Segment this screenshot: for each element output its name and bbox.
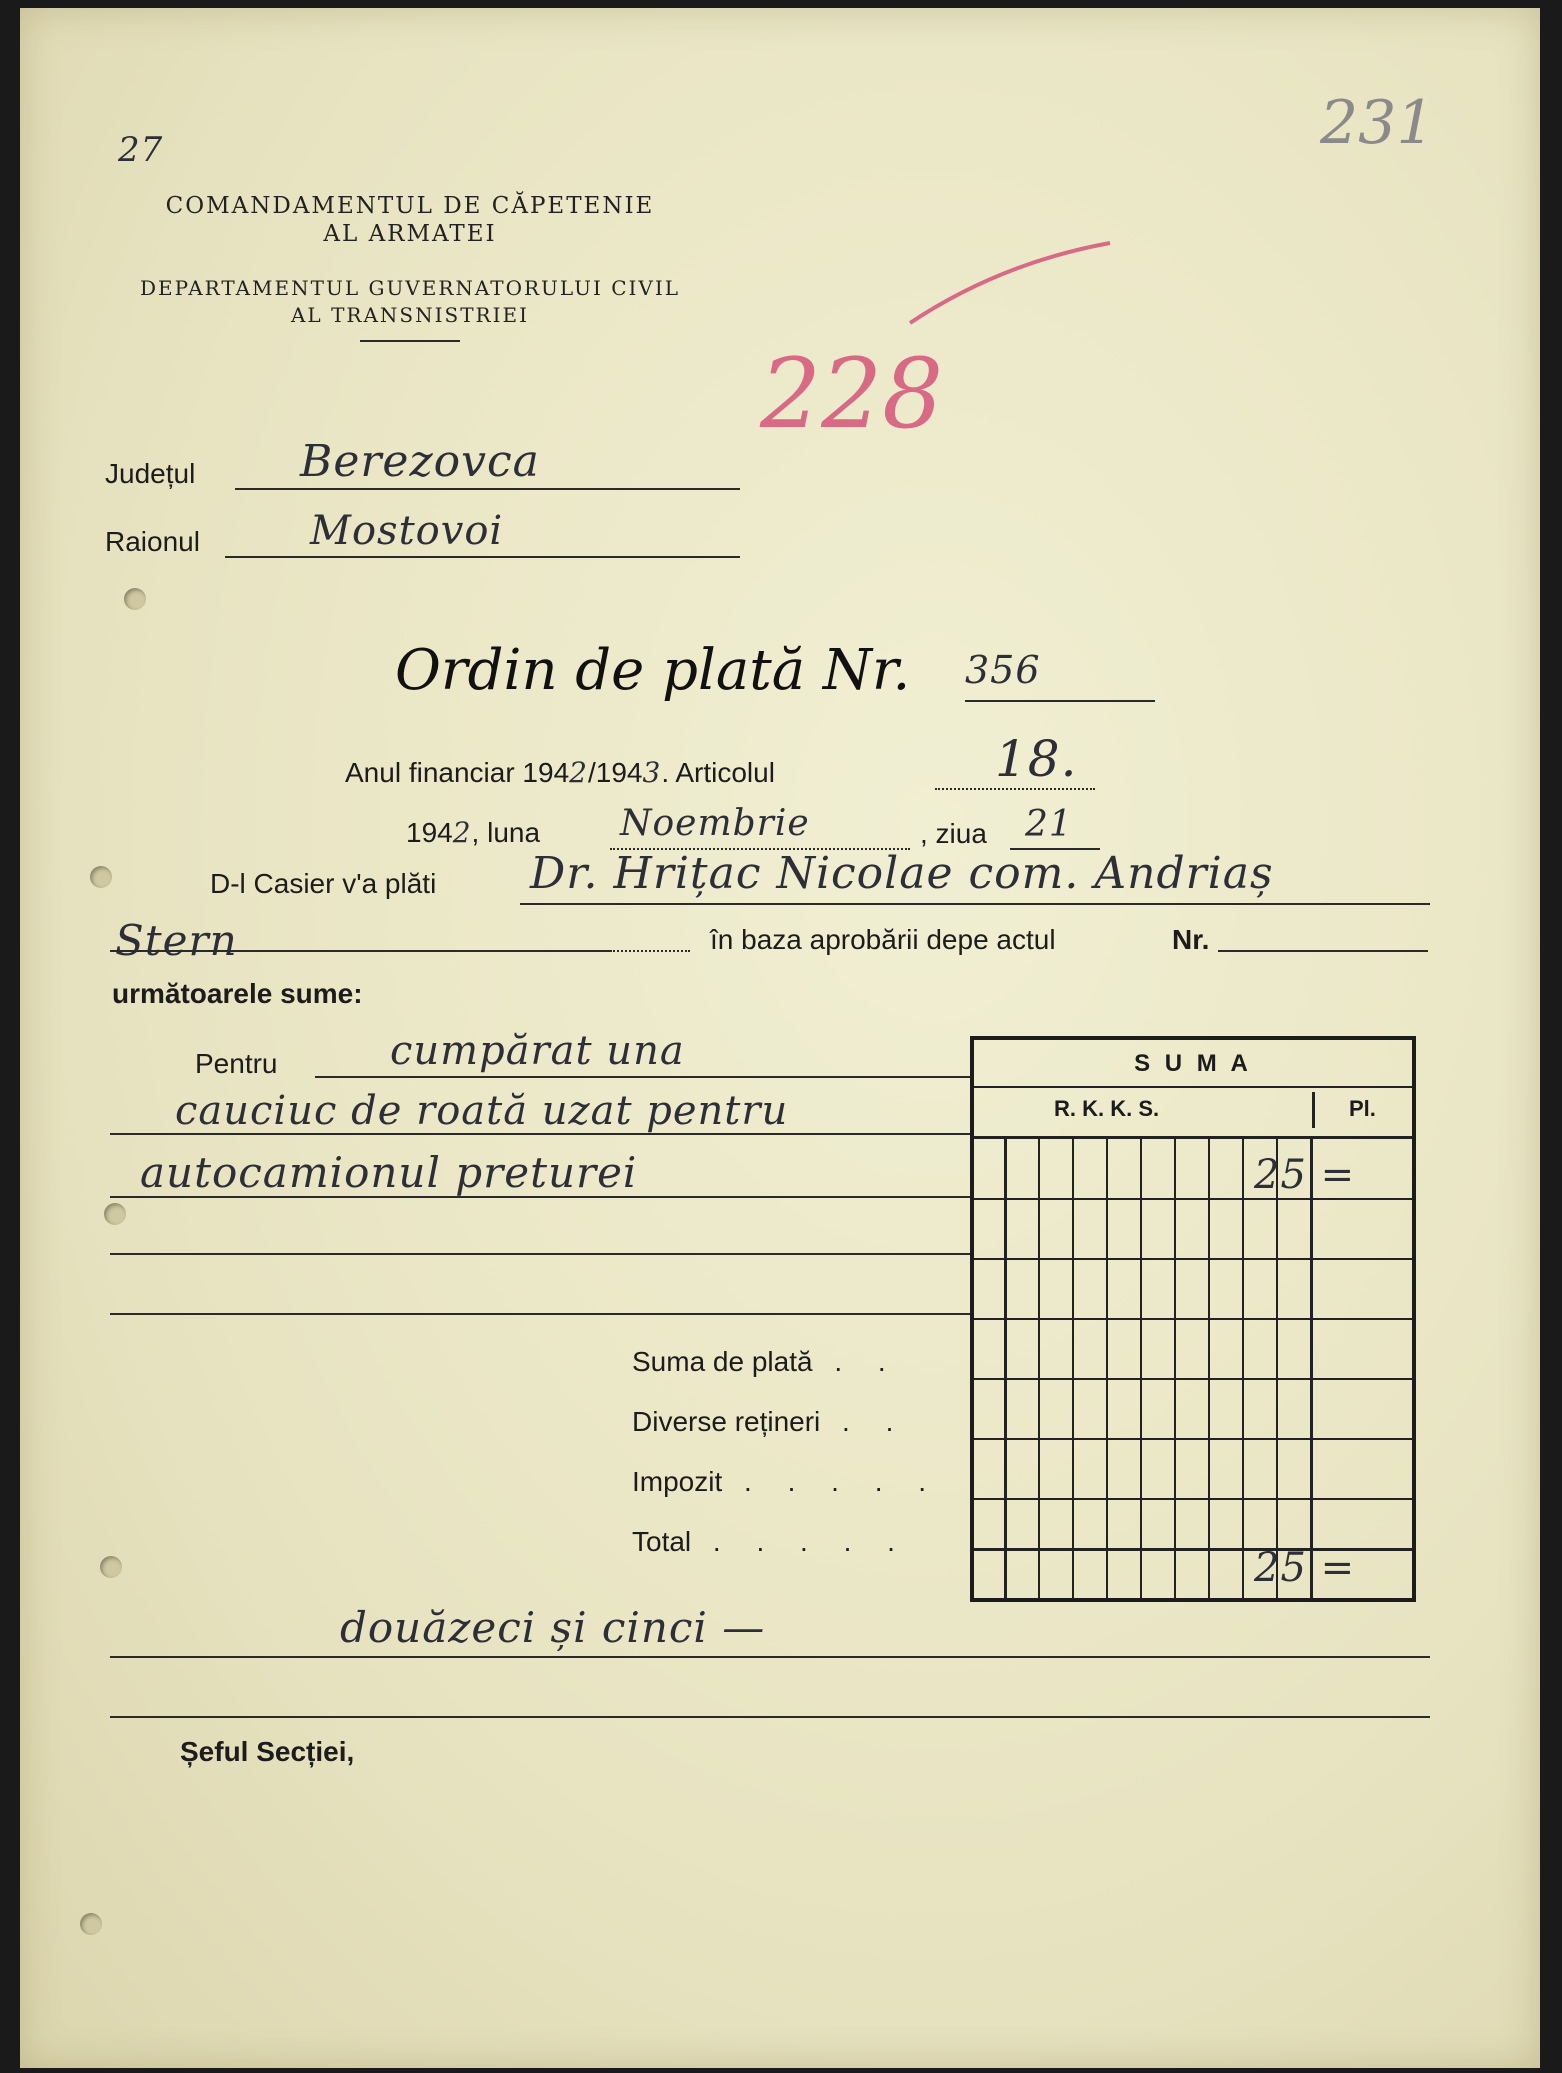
ziua-label: , ziua [920,818,987,849]
row-line [974,1318,1412,1320]
column-line [1242,1138,1244,1598]
column-line [1072,1138,1074,1598]
column-line [1310,1138,1313,1598]
impozit-label: Impozit . . . . . [632,1466,941,1497]
row-line [974,1258,1412,1260]
punch-hole [90,866,112,888]
amount-in-words: douăzeci și cinci — [340,1603,766,1652]
red-pencil-stroke [900,233,1120,333]
payee-underline-1 [520,903,1430,905]
date-line [406,816,540,849]
ziua-value: 21 [1025,804,1073,845]
pentru-underline-2 [110,1133,970,1135]
judetul-value: Berezovca [300,436,540,487]
entry-amount: 25 = [1254,1152,1356,1198]
casier-label: D-l Casier v'a plăti [210,868,437,899]
column-line [1038,1138,1040,1598]
pentru-label: Pentru [195,1048,278,1079]
date-year-digit: 2 [452,816,472,849]
diverse-text: Diverse rețineri [632,1406,821,1437]
luna-value: Noembrie [620,803,810,844]
nr-label: Nr. [1172,924,1210,955]
pentru-line-1: cumpărat una [390,1028,685,1074]
pentru-underline-3 [110,1196,970,1198]
punch-hole [124,588,146,610]
page-number-pencil: 231 [1320,88,1435,158]
pentru-line-2: cauciuc de roată uzat pentru [175,1088,789,1134]
column-line [1004,1138,1007,1598]
payee-line-2: Stern [115,916,238,965]
column-line [1174,1138,1176,1598]
impozit-text: Impozit [632,1466,723,1497]
header-line-1: COMANDAMENTUL DE CĂPETENIE [165,193,655,219]
suma-de-plata-text: Suma de plată [632,1346,813,1377]
words-underline-1 [110,1656,1430,1658]
anul-prefix: Anul financiar 194 [345,757,570,788]
order-number-underline [965,700,1155,702]
punch-hole [104,1203,126,1225]
anul-year2: 3 [642,756,662,789]
header-divider [360,340,460,342]
raionul-label: Raionul [105,526,200,557]
column-line [1208,1138,1210,1598]
payee-line-1: Dr. Hrițac Nicolae com. Andriaș [530,848,1274,899]
pl-label: Pl. [1349,1096,1376,1121]
sef-sectiei-label: Șeful Secției, [180,1736,355,1767]
row-line [974,1198,1412,1200]
baza-label: în baza aprobării depe actul [710,924,1056,955]
order-title [395,638,910,703]
date-year-prefix: 194 [406,817,453,848]
articol-underline [935,788,1095,790]
total-amount: 25 = [1254,1545,1356,1591]
punch-hole [100,1556,122,1578]
diverse-label: Diverse rețineri . . [632,1406,908,1437]
urmatoarele-label: următoarele sume: [112,978,363,1009]
judetul-label: Județul [105,458,196,489]
column-line [1106,1138,1108,1598]
order-title-text: Ordin de plată Nr. [395,638,911,703]
pentru-underline-1 [315,1076,970,1078]
words-underline-2 [110,1716,1430,1718]
rkks-label: R. K. K. S. [1054,1096,1160,1121]
total-label: Total . . . . . [632,1526,909,1557]
articol-value: 18. [995,730,1078,788]
luna-label: , luna [471,817,541,848]
suma-title: S U M A [1134,1050,1252,1077]
suma-table [970,1036,1416,1602]
pl-divider [1312,1092,1315,1128]
punch-hole [80,1913,102,1935]
pentru-underline-4 [110,1253,970,1255]
suma-title-divider [974,1086,1412,1088]
payee-underline-2 [110,950,610,952]
row-line [974,1498,1412,1500]
payment-order-document [20,8,1540,2068]
header-line-2: AL ARMATEI [323,221,497,247]
articol-label: . Articolul [661,757,775,788]
pentru-underline-5 [110,1313,970,1315]
row-line [974,1438,1412,1440]
red-stamp-number: 228 [760,338,944,450]
pentru-line-3: autocamionul preturei [140,1148,638,1197]
header-line-4: AL TRANSNISTRIEI [290,303,530,327]
anul-slash: /194 [587,757,643,788]
suma-de-plata-label: Suma de plată . . [632,1346,900,1377]
order-number: 356 [965,648,1041,692]
anul-year1: 2 [569,756,588,789]
anul-line [345,756,775,789]
judetul-underline [235,488,740,490]
row-line [974,1378,1412,1380]
raionul-value: Mostovoi [310,508,504,554]
archive-number: 27 [118,130,164,170]
column-line [1140,1138,1142,1598]
raionul-underline [225,556,740,558]
payee-dotted [610,950,690,952]
total-text: Total [632,1526,692,1557]
column-line [1276,1138,1278,1598]
header-line-3: DEPARTAMENTUL GUVERNATORULUI CIVIL [139,276,681,300]
nr-underline [1218,950,1428,952]
